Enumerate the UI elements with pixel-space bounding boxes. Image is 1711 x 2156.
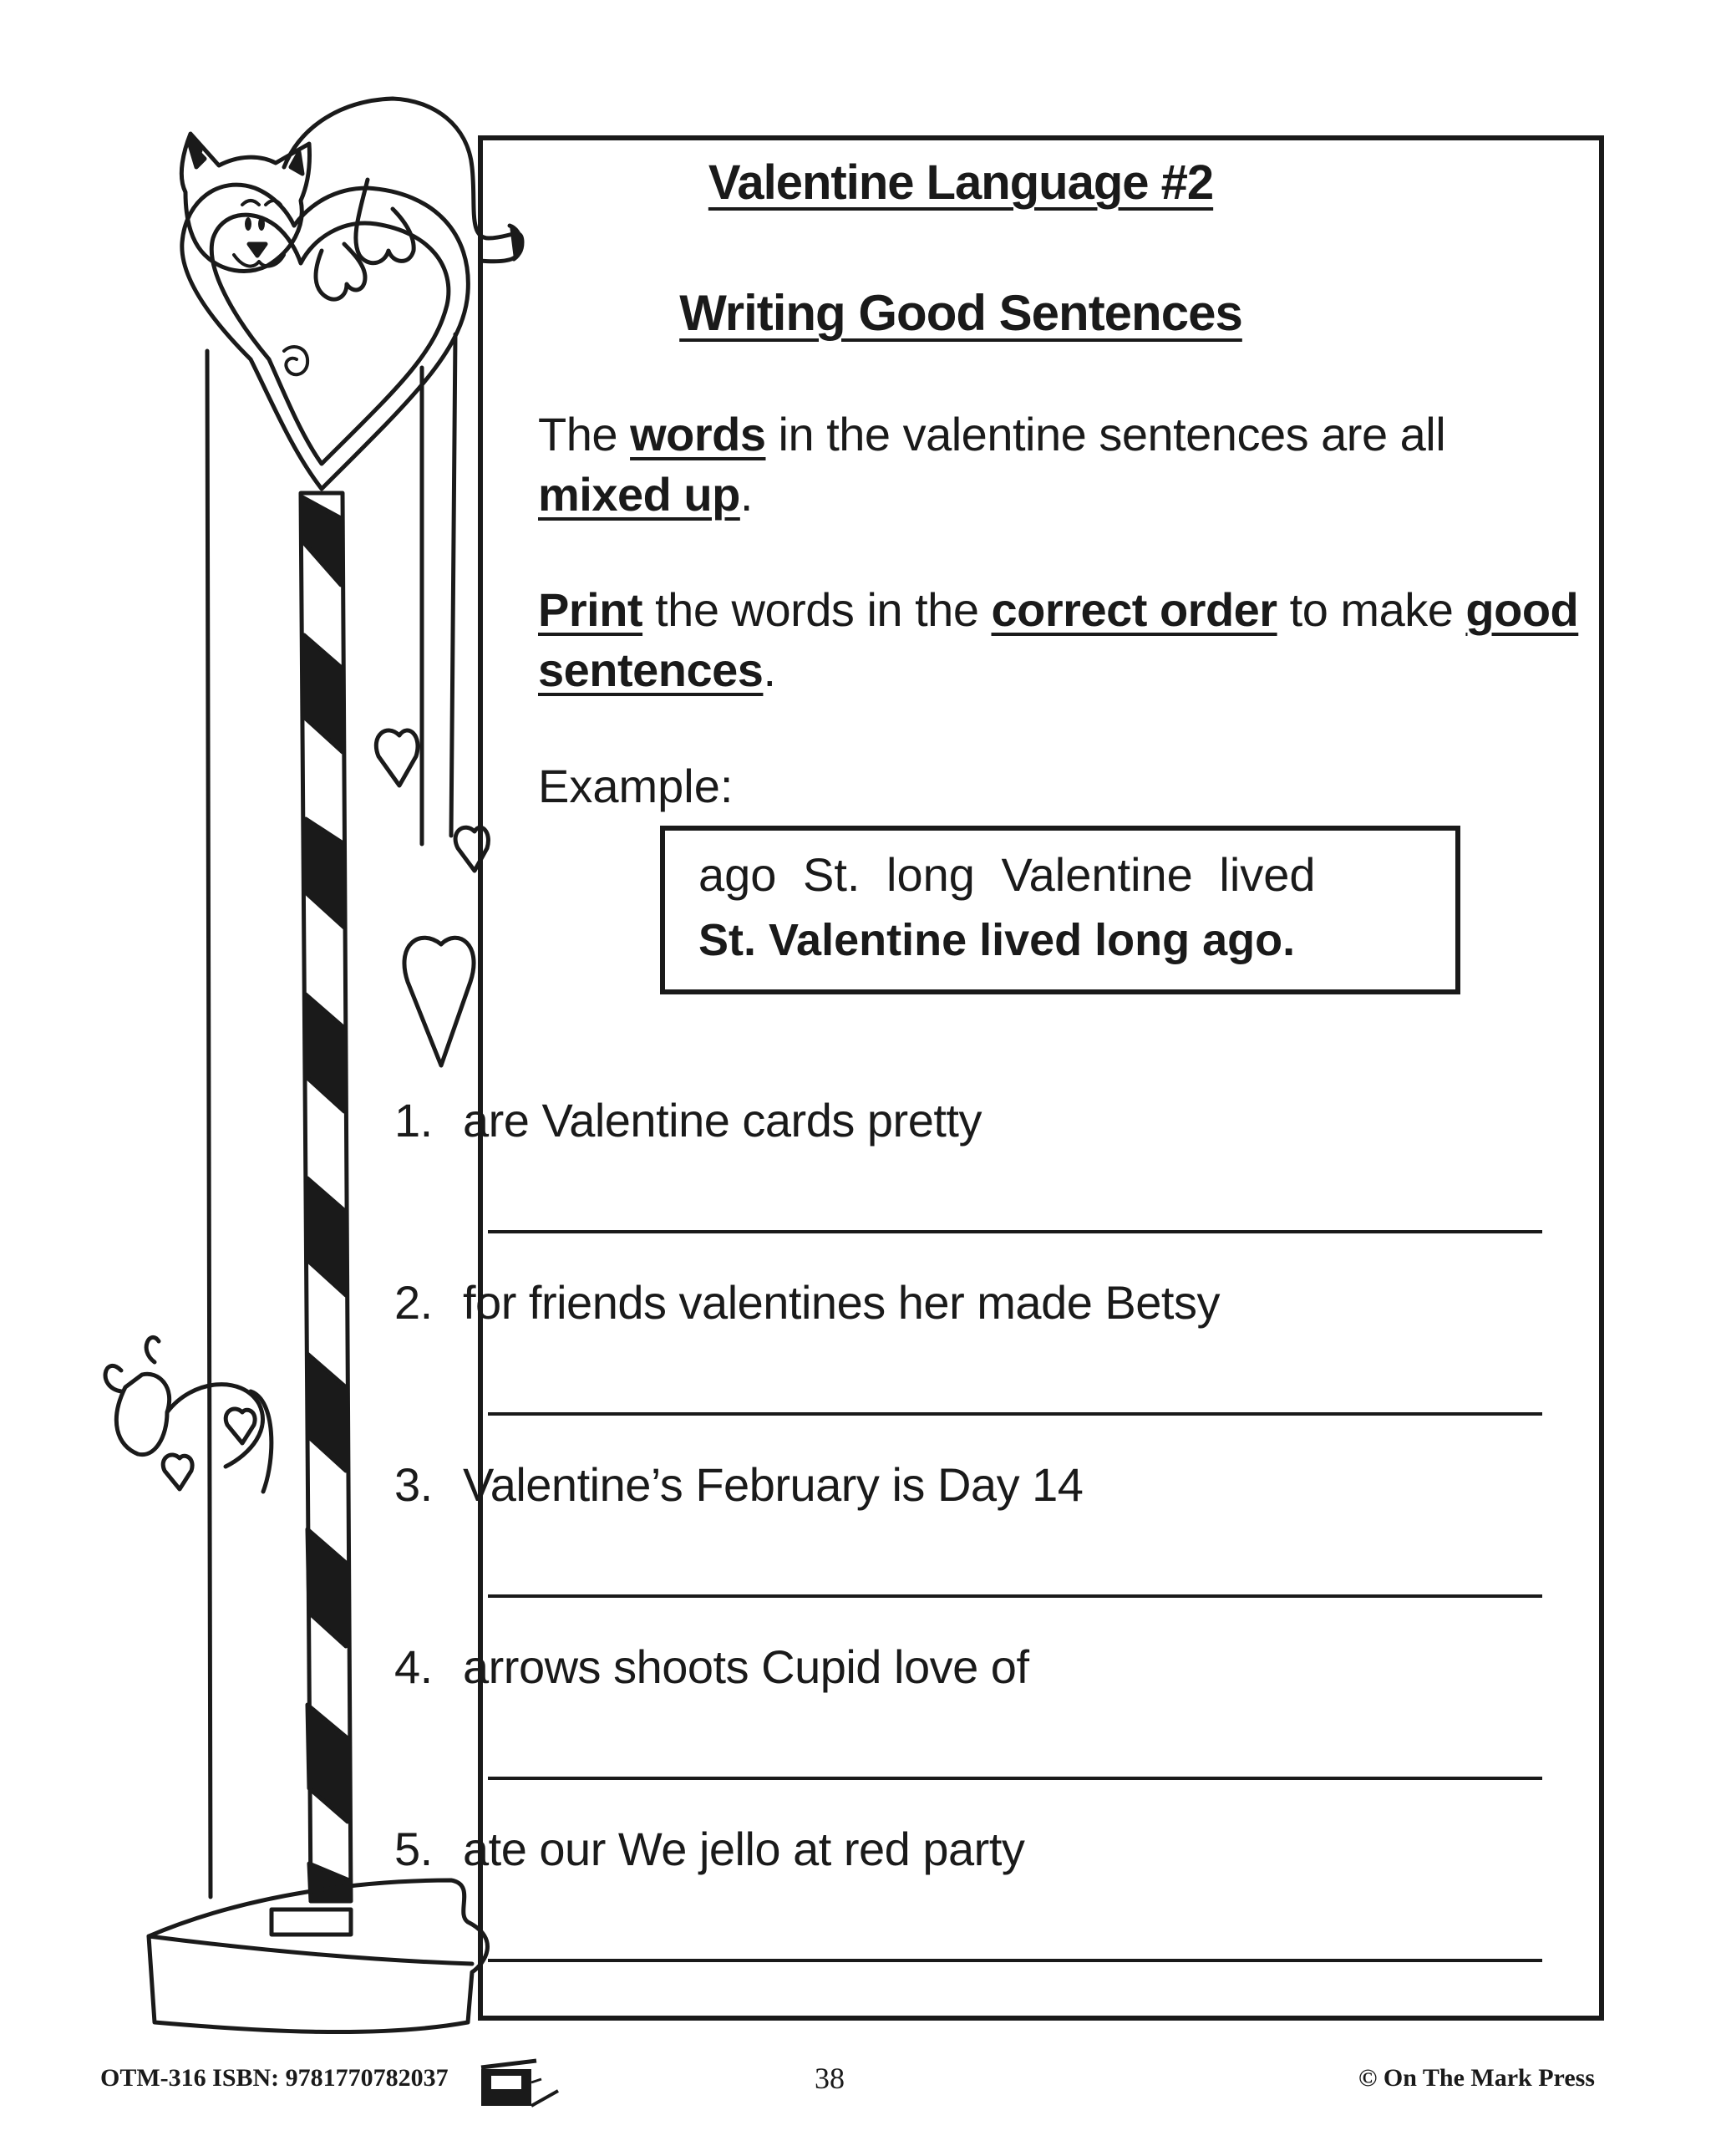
item-text: for friends valentines her made Betsy [463,1276,1220,1329]
instruction-keyword: words [630,408,766,460]
worksheet-subtitle: Writing Good Sentences [679,285,1242,341]
item-number: 3. [394,1458,433,1511]
instruction-text: The [538,408,631,460]
page-number: 38 [815,2062,845,2095]
item-text: Valentine’s February is Day 14 [463,1458,1084,1511]
answer-line-3[interactable] [488,1594,1542,1598]
exercise-item-2 [394,1275,1220,1330]
exercise-item-3 [394,1457,1083,1512]
answer-line-1[interactable] [488,1230,1542,1233]
instruction-text: the words in the [642,583,992,636]
item-number: 1. [394,1094,433,1147]
example-box [660,826,1460,994]
instruction-text: . [739,468,753,521]
answer-line-2[interactable] [488,1412,1542,1416]
photocopier-icon [478,2057,561,2108]
item-text: are Valentine cards pretty [463,1094,982,1147]
heart-base-icon [149,1880,487,2032]
instruction-paragraph-1 [538,404,1582,525]
instruction-text: in the valentine sentences are all [765,408,1446,460]
example-label: Example: [538,760,734,812]
item-text: arrows shoots Cupid love of [463,1640,1029,1693]
instruction-paragraph-2 [538,580,1582,700]
mouse-icon [105,1337,272,1492]
example-mixed-words: ago St. long Valentine lived [698,848,1316,901]
instruction-text: . [763,643,776,696]
answer-line-5[interactable] [488,1959,1542,1962]
footer-copyright: © On The Mark Press [1358,2064,1595,2092]
item-number: 4. [394,1640,433,1693]
exercise-item-4 [394,1640,1029,1694]
exercise-item-5 [394,1822,1024,1876]
answer-line-4[interactable] [488,1777,1542,1780]
worksheet-title: Valentine Language #2 [708,155,1214,210]
footer-isbn: OTM-316 ISBN: 9781770782037 [100,2064,449,2092]
instruction-keyword: good sentences [538,583,1579,696]
item-text: ate our We jello at red party [463,1823,1025,1875]
example-answer: St. Valentine lived long ago. [698,915,1296,965]
instruction-text: to make [1277,583,1466,636]
item-number: 5. [394,1823,433,1875]
exercise-item-1 [394,1093,982,1147]
instruction-keyword: correct order [991,583,1277,636]
striped-pole-icon [301,493,351,1901]
hanging-hearts-icon [376,730,488,1065]
instruction-keyword: Print [538,583,643,636]
item-number: 2. [394,1276,433,1329]
instruction-keyword: mixed up [538,468,740,521]
